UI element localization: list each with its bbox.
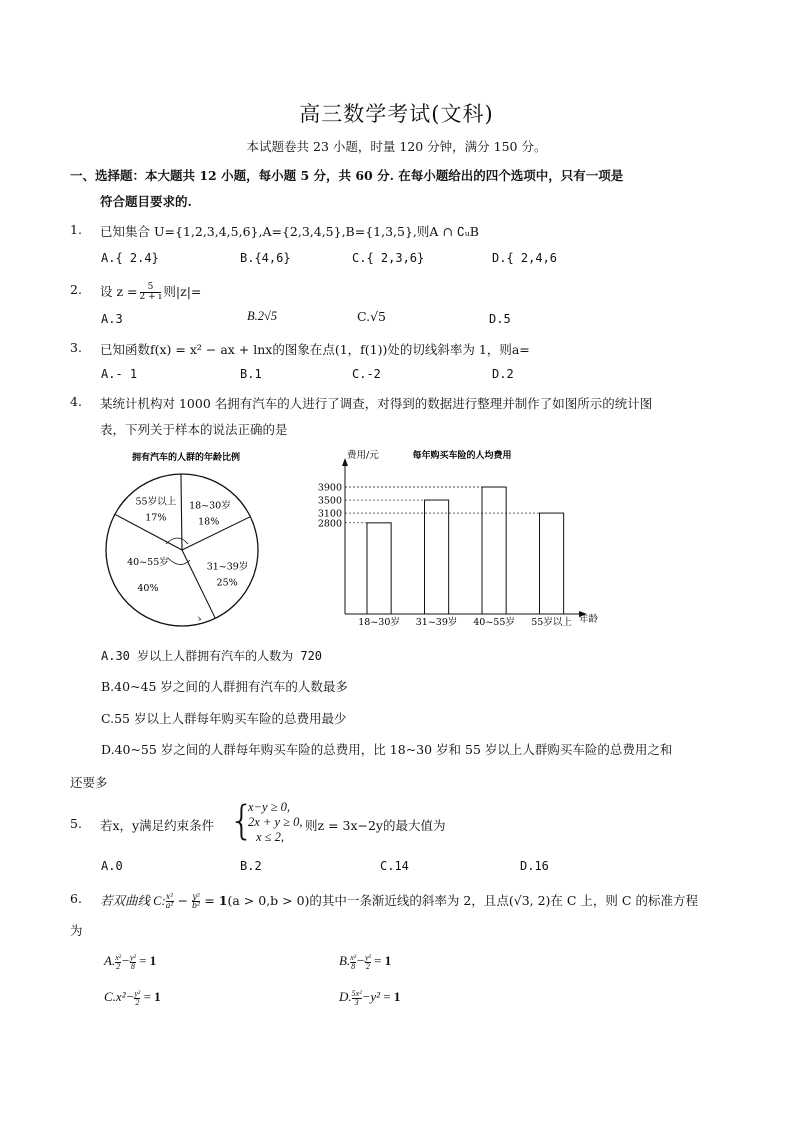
y-tick-label: 3900 [317,482,342,494]
section-heading-cont: 符合题目要求的. [100,194,192,209]
question-stem: 已知集合 U={1,2,3,4,5,6},A={2,3,4,5},B={1,3,5},则A ∩ ∁ᵤB [100,224,479,239]
option-b: B. $\frac{\text{x²}}{8}$ − $\frac{\text{y²}}{2}$ = 1 [339,952,392,971]
bar [482,487,506,614]
x-tick-label: 18~30岁 [358,617,400,628]
section-heading: 一、选择题：本大题共 12 小题，每小题 5 分，共 60 分. 在每小题给出的四个选项中，只有一项是 [70,168,624,183]
x-axis-label: 年龄 [579,614,599,625]
pie-slice-edge [182,550,215,618]
option-c: C.55 岁以上人群每年购买车险的总费用最少 [101,711,347,726]
option-d: D.{ 2,4,6 [492,251,558,265]
page-title: 高三数学考试(文科) [299,102,494,126]
question-stem: 若双曲线 C: $\frac{\text{x²}}{\text{a²}}$ − $\frac{\text{y²}}{\text{b²}}$ = 1(a > 0,b > 0)的其中一条渐近线的斜率为 2，且点(√3, 2)在 C 上，则 C 的标准方程 [100,892,698,910]
question-number: 5. [70,816,82,831]
option-a: A. $\frac{\text{x²}}{2}$ − $\frac{\text{y²}}{8}$ = 1 [104,952,157,971]
question-number: 1. [70,222,82,237]
stray-mark: ゝ [194,614,204,625]
option-c: C.√5 [357,309,387,324]
pie-slice-value: 17% [145,512,167,524]
question-number: 6. [70,891,82,906]
option-b: B.{4,6} [240,251,291,265]
y-tick-label: 2800 [317,518,342,530]
age-pie-chart [100,446,270,630]
pie-slice-value: 25% [216,577,238,589]
pie-slice-label: 55岁以上 [135,496,177,508]
option-b: B.40~45 岁之间的人群拥有汽车的人数最多 [101,679,348,694]
question-stem: 已知函数f(x) = x² − ax + lnx的图象在点(1，f(1))处的切线斜率为 1，则a= [100,342,530,357]
option-d: D.2 [492,367,514,381]
fraction-x: $\frac{\text{x²}}{\text{a²}}$ [165,892,174,910]
question-number: 2. [70,282,82,297]
option-d: D. $\frac{\text{5x²}}{3}$ −y² = 1 [339,988,401,1007]
bar [540,513,564,614]
brace: { [229,798,255,844]
y-axis-label: 费用/元 [347,450,379,461]
question-stem: 设 z = $\frac{5}{2 + i}$ 则|z|= [100,282,202,302]
insurance-bar-chart [300,446,600,636]
question-stem-post: 则z = 3x−2y的最大值为 [305,818,446,833]
option-c: C.{ 2,3,6} [352,251,425,265]
question-number: 3. [70,340,82,355]
y-tick-label: 3500 [317,495,342,507]
fraction: $\frac{5}{2 + i}$ [139,282,162,302]
pie-slice-label: 40~55岁 [127,557,169,569]
option-d-cont: 还要多 [70,775,108,790]
option-c: C.14 [380,859,409,873]
x-tick-label: 40~55岁 [473,617,515,628]
question-stem: 某统计机构对 1000 名拥有汽车的人进行了调查，对得到的数据进行整理并制作了如图所示的统计图 [100,396,653,411]
option-b: B.2 [240,859,262,873]
option-a: A.{ 2.4} [101,251,159,265]
option-d: D.16 [520,859,549,873]
option-b: B.2√5 [247,309,278,323]
option-c: C.x²− $\frac{\text{y²}}{2}$ = 1 [104,988,161,1007]
option-a: A.0 [101,859,123,873]
option-d: D.40~55 岁之间的人群每年购买车险的总费用，比 18~30 岁和 55 岁以上人群购买车险的总费用之和 [101,742,673,757]
exam-info: 本试题卷共 23 小题，时量 120 分钟，满分 150 分。 [246,139,547,154]
option-a: A.3 [101,312,123,326]
pie-slice-label: 31~39岁 [206,561,249,573]
pie-title: 拥有汽车的人群的年龄比例 [131,453,241,463]
bar-title: 每年购买车险的人均费用 [412,451,512,461]
question-stem-pre: 若x，y满足约束条件 [100,818,215,833]
y-tick-label: 3100 [317,508,342,520]
x-tick-label: 31~39岁 [415,617,458,628]
pie-slice-label: 18~30岁 [189,500,231,512]
option-a: A.- 1 [101,367,138,381]
pie-slice-value: 40% [137,583,159,595]
question-stem-cont: 为 [70,923,83,938]
pie-slice-value: 18% [198,516,220,528]
question-stem-cont: 表，下列关于样本的说法正确的是 [100,422,288,437]
option-b: B.1 [240,367,262,381]
option-a: A.30 岁以上人群拥有汽车的人数为 720 [101,649,323,663]
option-c: C.-2 [352,367,381,381]
bar [367,523,391,614]
constraint-system: x−y ≥ 0, 2x + y ≥ 0, x ≤ 2, [248,800,303,844]
x-tick-label: 55岁以上 [531,617,572,628]
option-d: D.5 [489,312,511,326]
fraction-y: $\frac{\text{y²}}{\text{b²}}$ [192,892,201,910]
bar [425,500,449,614]
question-number: 4. [70,394,82,409]
